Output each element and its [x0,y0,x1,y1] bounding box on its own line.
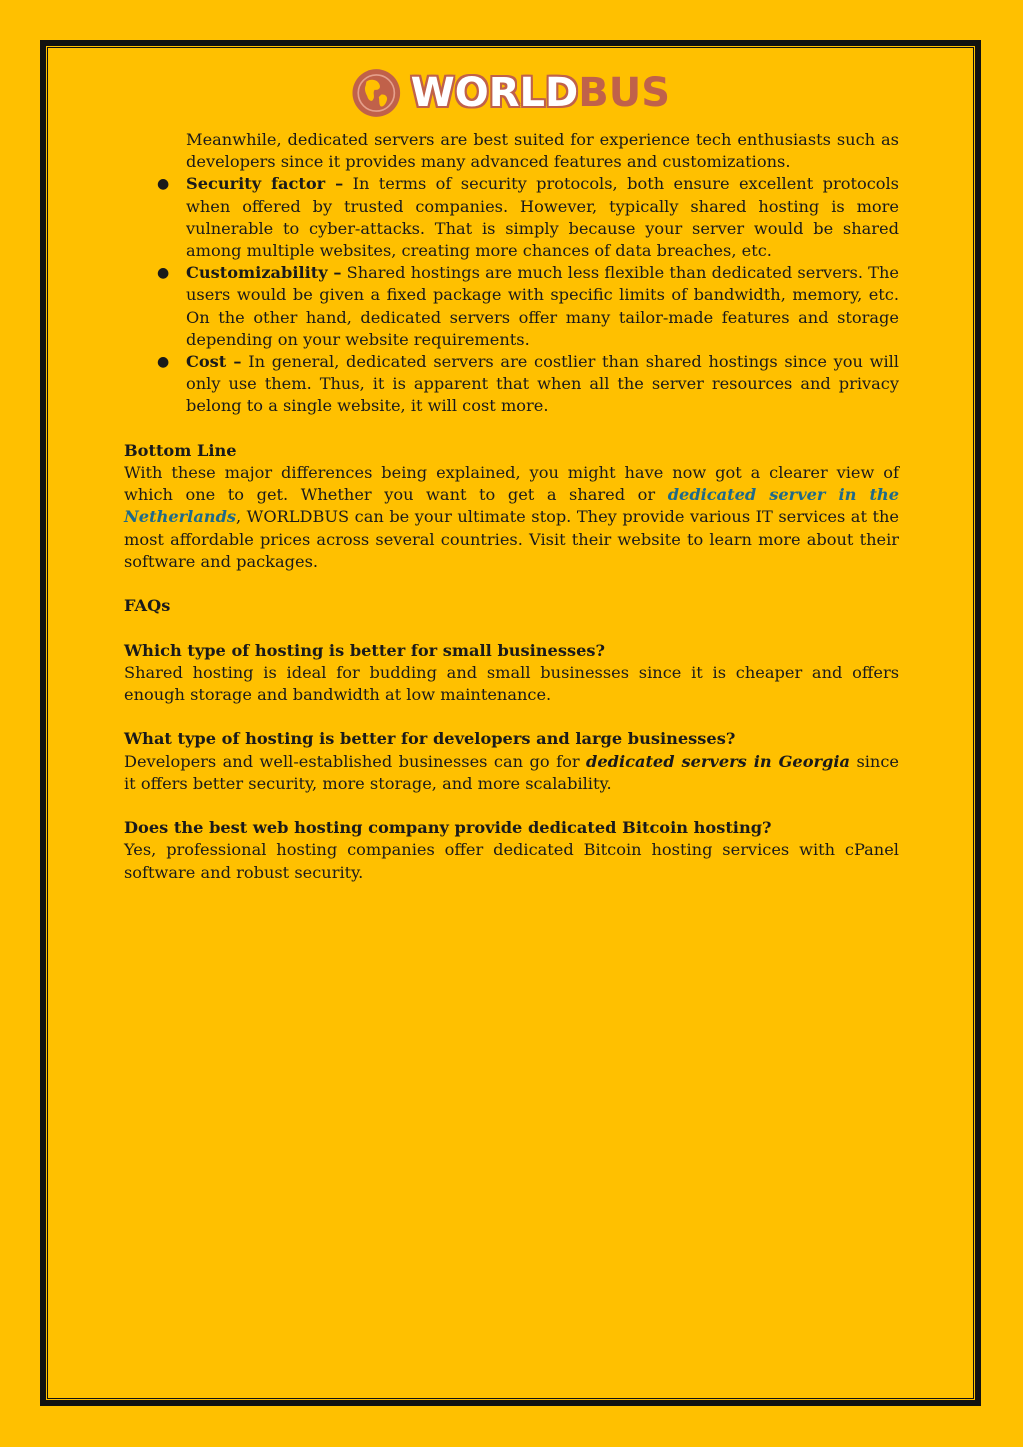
worldbus-logo [350,60,670,126]
faqs-heading: FAQs [124,596,171,616]
bottom-line-paragraph [124,462,899,573]
faq-question: What type of hosting is better for developers and large businesses? [124,729,736,749]
list-item-cost [124,351,899,418]
list-item-label: Customizability – [186,263,342,283]
dedicated-servers-georgia-emphasis: dedicated servers in Georgia [586,751,850,771]
faq-answer-text-after: since it offers better security, more storage, and more scalability. [124,751,899,793]
list-item-customizability [124,262,899,351]
faq-question: Which type of hosting is better for small businesses? [124,640,605,660]
list-item-text: Shared hostings are much less flexible than dedicated servers. The users would be given a fixed package with specific limits of bandwidth, memory, etc. On the other hand, dedicated servers offer many tailor-made features and storage depending on your website requirements. [186,263,899,349]
bottom-line-text-after: , WORLDBUS can be your ultimate stop. They provide various IT services at the most affordable prices across several countries. Visit their website to learn more about their software and packages. [124,507,899,571]
globe-icon [350,61,403,125]
logo-wordmark [410,70,670,116]
comparison-list [124,173,899,417]
dedicated-server-netherlands-link[interactable]: dedicated server in the Netherlands [124,485,899,527]
article-body [124,129,899,884]
list-item-label: Security factor – [186,174,344,194]
bullet-icon: ● [157,176,170,193]
intro-paragraph: Meanwhile, dedicated servers are best suited for experience tech enthusiasts such as developers since it provides many advanced features and customizations. [186,130,899,172]
logo-world-text: WORLD [410,70,579,116]
list-item-text: In terms of security protocols, both ensure excellent protocols when offered by trusted companies. However, typically shared hosting is more vulnerable to cyber-attacks. That is simply because your server would be shared among multiple websites, creating more chances of data breaches, etc. [186,174,899,261]
bottom-line-text: With these major differences being explained, you might have now got a clearer view of which one to get. Whether you want to get a shared or [124,463,899,505]
faq-answer: Yes, professional hosting companies offer dedicated Bitcoin hosting services with cPanel software and robust security. [124,840,899,882]
bullet-icon: ● [157,265,170,282]
bottom-line-heading: Bottom Line [124,440,237,460]
faq-answer [124,751,899,795]
list-item-text: In general, dedicated servers are costlier than shared hostings since you will only use them. Thus, it is apparent that when all the server resources and privacy belong to a single website, it will cost more. [186,352,899,416]
faq-question: Does the best web hosting company provide dedicated Bitcoin hosting? [124,818,772,838]
list-item-label: Cost – [186,352,242,372]
faq-answer-text: Developers and well-established businesses can go for [124,751,587,771]
faq-answer: Shared hosting is ideal for budding and small businesses since it is cheaper and offers enough storage and bandwidth at low maintenance. [124,662,899,705]
bullet-icon: ● [157,354,170,371]
list-item-security [124,173,899,262]
logo-bus-text: BUS [578,70,670,116]
